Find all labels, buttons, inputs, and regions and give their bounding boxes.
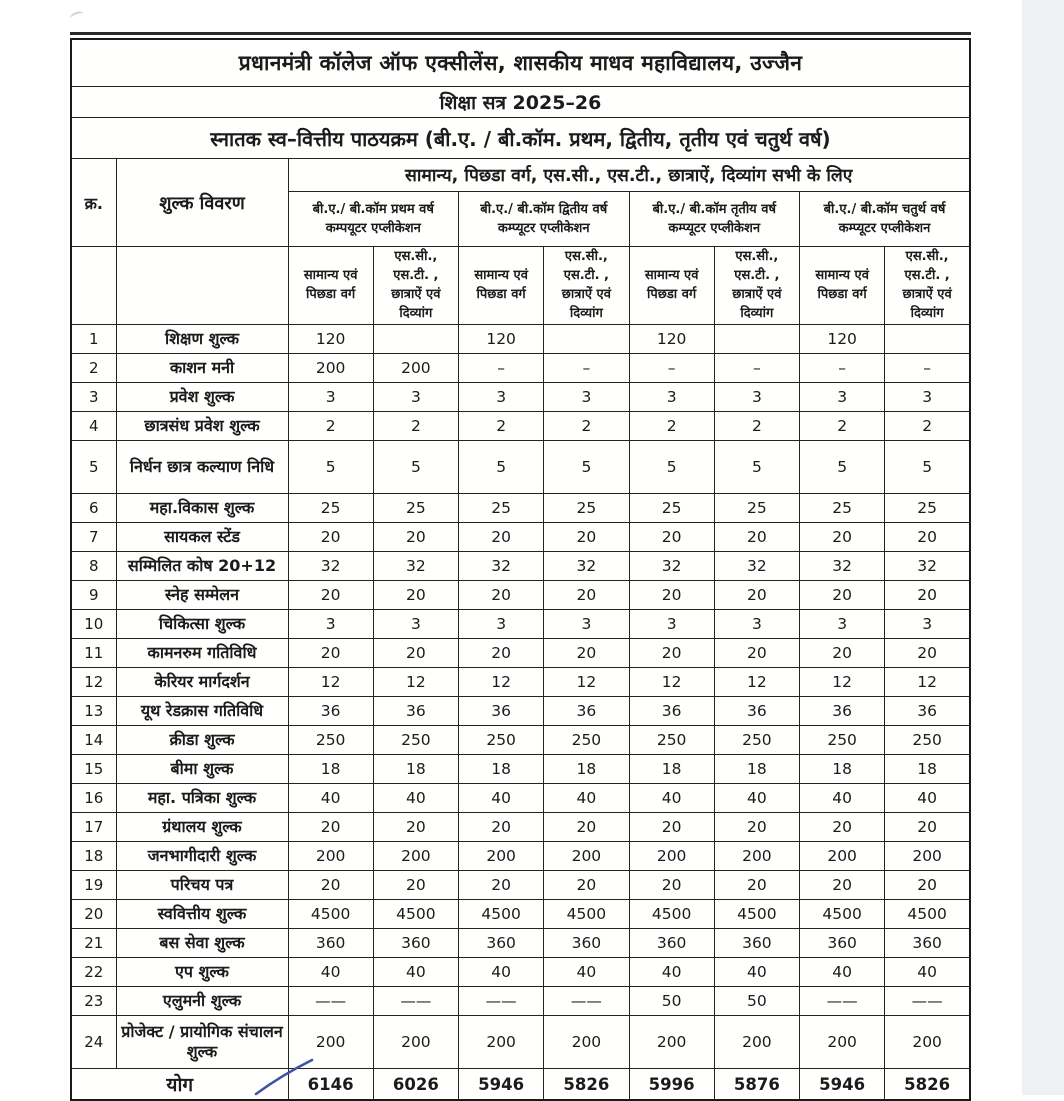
fee-value: 20 <box>288 871 373 900</box>
fee-value: 2 <box>544 412 629 441</box>
fee-label: प्रोजेक्ट / प्रायोगिक संचालन शुल्क <box>116 1016 288 1069</box>
fee-value: 40 <box>459 958 544 987</box>
fee-row-4 <box>71 412 970 441</box>
fee-value: 40 <box>288 958 373 987</box>
fee-value: 32 <box>885 552 970 581</box>
fee-value: 40 <box>714 958 799 987</box>
fee-value: 20 <box>885 523 970 552</box>
fee-value: 200 <box>800 842 885 871</box>
fee-row-23 <box>71 987 970 1016</box>
fee-value: 2 <box>629 412 714 441</box>
fee-value: 200 <box>885 1016 970 1069</box>
fee-value: 18 <box>373 755 458 784</box>
fee-value: 250 <box>629 726 714 755</box>
fee-value: 5 <box>544 441 629 494</box>
fee-value: 2 <box>885 412 970 441</box>
fee-value: 20 <box>629 523 714 552</box>
fee-value: 20 <box>459 813 544 842</box>
scan-smudge <box>69 10 85 22</box>
fee-value: 200 <box>800 1016 885 1069</box>
fee-value: 20 <box>288 523 373 552</box>
fee-value: 20 <box>459 581 544 610</box>
fee-value: 3 <box>629 383 714 412</box>
fee-value: 4500 <box>288 900 373 929</box>
fee-value: 36 <box>885 697 970 726</box>
fee-value: 2 <box>288 412 373 441</box>
row-serial: 1 <box>71 325 116 354</box>
fee-value: 18 <box>544 755 629 784</box>
fee-value: 200 <box>459 842 544 871</box>
fee-value: 25 <box>885 494 970 523</box>
fee-label: क्रीडा शुल्क <box>116 726 288 755</box>
fee-row-9 <box>71 581 970 610</box>
fee-label: कामनरुम गतिविधि <box>116 639 288 668</box>
fee-value: 250 <box>373 726 458 755</box>
fee-value: —— <box>544 987 629 1016</box>
fee-value: 200 <box>714 842 799 871</box>
fee-value: 20 <box>373 581 458 610</box>
fee-value: —— <box>885 987 970 1016</box>
fee-label: चिकित्सा शुल्क <box>116 610 288 639</box>
total-value: 5876 <box>714 1069 799 1101</box>
fee-label: काशन मनी <box>116 354 288 383</box>
course-title: स्नातक स्व–वित्तीय पाठयक्रम (बी.ए. / बी.कॉम. प्रथम, द्वितीय, तृतीय एवं चतुर्थ वर्ष) <box>71 118 970 159</box>
subheader-scst-2: एस.सी., एस.टी. , छात्राऐं एवं दिव्यांग <box>544 247 629 325</box>
fee-value: 3 <box>544 610 629 639</box>
fee-value: 36 <box>714 697 799 726</box>
fee-value: 360 <box>714 929 799 958</box>
header-group-fourth-year: बी.ए./ बी.कॉम चतुर्थ वर्ष कम्प्यूटर एप्लीकेशन <box>800 192 971 247</box>
fee-value: 12 <box>714 668 799 697</box>
subheader-general-4: सामान्य एवं पिछडा वर्ग <box>800 247 885 325</box>
total-label: योग <box>71 1069 288 1101</box>
fee-value: 4500 <box>629 900 714 929</box>
fee-value: 250 <box>800 726 885 755</box>
fee-value: 18 <box>885 755 970 784</box>
fee-label: स्नेह सम्मेलन <box>116 581 288 610</box>
fee-row-10 <box>71 610 970 639</box>
fee-value: 20 <box>544 639 629 668</box>
fee-label: छात्रसंध प्रवेश शुल्क <box>116 412 288 441</box>
fee-value: 250 <box>459 726 544 755</box>
header-group-third-year: बी.ए./ बी.कॉम तृतीय वर्ष कम्प्यूटर एप्लीकेशन <box>629 192 800 247</box>
fee-row-14 <box>71 726 970 755</box>
fee-value: 36 <box>459 697 544 726</box>
fee-value: 25 <box>373 494 458 523</box>
fee-value <box>714 325 799 354</box>
total-value: 5826 <box>544 1069 629 1101</box>
fee-value: 20 <box>288 813 373 842</box>
fee-value: 20 <box>544 581 629 610</box>
fee-value: 120 <box>800 325 885 354</box>
fee-value: 4500 <box>459 900 544 929</box>
fee-value: 200 <box>885 842 970 871</box>
fee-value: 32 <box>288 552 373 581</box>
fee-value: 120 <box>288 325 373 354</box>
row-serial: 19 <box>71 871 116 900</box>
fee-value: 20 <box>714 871 799 900</box>
fee-value: – <box>629 354 714 383</box>
fee-value: 360 <box>544 929 629 958</box>
fee-value: 12 <box>373 668 458 697</box>
fee-value: 5 <box>800 441 885 494</box>
fee-value: 5 <box>288 441 373 494</box>
fee-value: —— <box>373 987 458 1016</box>
fee-value: 200 <box>288 1016 373 1069</box>
subheader-general-1: सामान्य एवं पिछडा वर्ग <box>288 247 373 325</box>
fee-value: 20 <box>800 581 885 610</box>
fee-value: 20 <box>288 639 373 668</box>
fee-value: 4500 <box>544 900 629 929</box>
row-serial: 10 <box>71 610 116 639</box>
row-serial: 13 <box>71 697 116 726</box>
row-serial: 21 <box>71 929 116 958</box>
fee-value: 3 <box>373 383 458 412</box>
fee-value: 4500 <box>800 900 885 929</box>
header-fee-details: शुल्क विवरण <box>116 159 288 247</box>
fee-value: 3 <box>288 610 373 639</box>
fee-value: 20 <box>800 523 885 552</box>
fee-row-13 <box>71 697 970 726</box>
fee-value: 12 <box>885 668 970 697</box>
fee-value: 32 <box>373 552 458 581</box>
fee-value: – <box>459 354 544 383</box>
fee-value: 20 <box>288 581 373 610</box>
fee-value: 4500 <box>885 900 970 929</box>
fee-value: 3 <box>714 610 799 639</box>
row-serial: 14 <box>71 726 116 755</box>
fee-value: 18 <box>288 755 373 784</box>
fee-value: 3 <box>544 383 629 412</box>
fee-value: 3 <box>800 383 885 412</box>
fee-label: बस सेवा शुल्क <box>116 929 288 958</box>
fee-value: 25 <box>544 494 629 523</box>
row-serial: 23 <box>71 987 116 1016</box>
row-serial: 18 <box>71 842 116 871</box>
fee-value: 36 <box>544 697 629 726</box>
fee-value: 25 <box>629 494 714 523</box>
fee-value: 40 <box>544 958 629 987</box>
fee-value: 20 <box>800 813 885 842</box>
session-title: शिक्षा सत्र 2025–26 <box>71 87 970 118</box>
fee-value: 12 <box>629 668 714 697</box>
fee-value: 250 <box>885 726 970 755</box>
row-serial: 8 <box>71 552 116 581</box>
fee-value: – <box>714 354 799 383</box>
fee-value: 250 <box>544 726 629 755</box>
fee-label: महा.विकास शुल्क <box>116 494 288 523</box>
row-serial: 11 <box>71 639 116 668</box>
fee-label: एलुमनी शुल्क <box>116 987 288 1016</box>
row-serial: 17 <box>71 813 116 842</box>
fee-value: 5 <box>714 441 799 494</box>
row-serial: 3 <box>71 383 116 412</box>
fee-structure-table <box>70 38 971 1101</box>
fee-value: 25 <box>714 494 799 523</box>
fee-value: —— <box>288 987 373 1016</box>
fee-label: प्रवेश शुल्क <box>116 383 288 412</box>
fee-value: – <box>800 354 885 383</box>
fee-value: 18 <box>800 755 885 784</box>
subheader-general-3: सामान्य एवं पिछडा वर्ग <box>629 247 714 325</box>
fee-value: 200 <box>288 842 373 871</box>
fee-value: 5 <box>459 441 544 494</box>
photo-background-edge <box>1022 0 1064 1095</box>
total-value: 5826 <box>885 1069 970 1101</box>
row-serial: 4 <box>71 412 116 441</box>
fee-value: – <box>544 354 629 383</box>
total-value: 5946 <box>459 1069 544 1101</box>
fee-value: 3 <box>459 610 544 639</box>
fee-value: 20 <box>544 871 629 900</box>
fee-value: 360 <box>885 929 970 958</box>
fee-value: 18 <box>629 755 714 784</box>
fee-value: 3 <box>800 610 885 639</box>
fee-value: 20 <box>800 639 885 668</box>
fee-value: —— <box>800 987 885 1016</box>
fee-row-18 <box>71 842 970 871</box>
fee-label: सम्मिलित कोष 20+12 <box>116 552 288 581</box>
fee-value: 360 <box>373 929 458 958</box>
total-value: 6026 <box>373 1069 458 1101</box>
fee-value: 18 <box>459 755 544 784</box>
fee-label: स्ववित्तीय शुल्क <box>116 900 288 929</box>
fee-value: 40 <box>373 958 458 987</box>
fee-value: 12 <box>800 668 885 697</box>
fee-row-7 <box>71 523 970 552</box>
row-serial: 5 <box>71 441 116 494</box>
fee-value: 200 <box>373 1016 458 1069</box>
fee-value: 360 <box>288 929 373 958</box>
fee-value: 360 <box>459 929 544 958</box>
fee-value: 25 <box>288 494 373 523</box>
fee-value: 2 <box>373 412 458 441</box>
fee-value: 12 <box>459 668 544 697</box>
row-serial: 20 <box>71 900 116 929</box>
fee-value: 40 <box>459 784 544 813</box>
fee-value: 40 <box>800 958 885 987</box>
fee-value: 36 <box>629 697 714 726</box>
fee-value: 40 <box>800 784 885 813</box>
fee-row-17 <box>71 813 970 842</box>
fee-value: 200 <box>544 842 629 871</box>
fee-value: —— <box>459 987 544 1016</box>
subheader-scst-4: एस.सी., एस.टी. , छात्राऐं एवं दिव्यांग <box>885 247 970 325</box>
fee-value: 20 <box>629 581 714 610</box>
fee-value: 20 <box>714 523 799 552</box>
fee-value: 200 <box>373 354 458 383</box>
fee-value: 36 <box>288 697 373 726</box>
fee-value: 20 <box>800 871 885 900</box>
row-serial: 16 <box>71 784 116 813</box>
fee-label: निर्धन छात्र कल्याण निधि <box>116 441 288 494</box>
fee-value: 25 <box>459 494 544 523</box>
fee-value: 36 <box>800 697 885 726</box>
fee-row-12 <box>71 668 970 697</box>
fee-value: 20 <box>373 871 458 900</box>
row-serial: 6 <box>71 494 116 523</box>
fee-value: 200 <box>714 1016 799 1069</box>
fee-label: महा. पत्रिका शुल्क <box>116 784 288 813</box>
fee-value: 32 <box>800 552 885 581</box>
fee-value: 20 <box>373 639 458 668</box>
fee-value: 20 <box>714 581 799 610</box>
table-top-double-rule <box>70 32 971 35</box>
header-serial: क्र. <box>71 159 116 247</box>
fee-value: 20 <box>629 639 714 668</box>
fee-value: 3 <box>885 383 970 412</box>
subheader-scst-1: एस.सी., एस.टी. , छात्राऐं एवं दिव्यांग <box>373 247 458 325</box>
fee-value: 20 <box>885 581 970 610</box>
row-serial: 15 <box>71 755 116 784</box>
fee-value: 200 <box>459 1016 544 1069</box>
fee-label: यूथ रेडक्रास गतिविधि <box>116 697 288 726</box>
fee-value: 3 <box>288 383 373 412</box>
fee-value: 120 <box>459 325 544 354</box>
row-serial: 22 <box>71 958 116 987</box>
fee-row-6 <box>71 494 970 523</box>
fee-value: 20 <box>373 813 458 842</box>
fee-value: 250 <box>714 726 799 755</box>
fee-value <box>373 325 458 354</box>
fee-value: 50 <box>629 987 714 1016</box>
row-serial: 7 <box>71 523 116 552</box>
fee-value: 200 <box>373 842 458 871</box>
header-all-categories: सामान्य, पिछडा वर्ग, एस.सी., एस.टी., छात्राऐं, दिव्यांग सभी के लिए <box>288 159 970 192</box>
fee-value: 50 <box>714 987 799 1016</box>
fee-value: 200 <box>544 1016 629 1069</box>
fee-value: 40 <box>629 784 714 813</box>
fee-value: 200 <box>629 1016 714 1069</box>
fee-label: जनभागीदारी शुल्क <box>116 842 288 871</box>
fee-value: 5 <box>629 441 714 494</box>
fee-value: 40 <box>885 784 970 813</box>
fee-row-22 <box>71 958 970 987</box>
fee-row-1 <box>71 325 970 354</box>
fee-value: 20 <box>629 813 714 842</box>
fee-value <box>544 325 629 354</box>
header-group-second-year: बी.ए./ बी.कॉम द्वितीय वर्ष कम्प्यूटर एप्लीकेशन <box>459 192 630 247</box>
fee-row-3 <box>71 383 970 412</box>
total-value: 5996 <box>629 1069 714 1101</box>
fee-value: 4500 <box>714 900 799 929</box>
total-value: 5946 <box>800 1069 885 1101</box>
fee-value: 20 <box>714 639 799 668</box>
fee-value: 20 <box>885 639 970 668</box>
fee-value: 250 <box>288 726 373 755</box>
fee-row-11 <box>71 639 970 668</box>
fee-label: केरियर मार्गदर्शन <box>116 668 288 697</box>
fee-row-21 <box>71 929 970 958</box>
fee-value: 200 <box>629 842 714 871</box>
fee-label: परिचय पत्र <box>116 871 288 900</box>
fee-value: 20 <box>459 871 544 900</box>
fee-value: 40 <box>544 784 629 813</box>
fee-label: बीमा शुल्क <box>116 755 288 784</box>
fee-row-16 <box>71 784 970 813</box>
fee-value: 20 <box>544 813 629 842</box>
fee-value: 20 <box>885 813 970 842</box>
header-empty-serial <box>71 247 116 325</box>
fee-value: 3 <box>629 610 714 639</box>
fee-value: 40 <box>288 784 373 813</box>
row-serial: 12 <box>71 668 116 697</box>
fee-value: – <box>885 354 970 383</box>
fee-value: 36 <box>373 697 458 726</box>
fee-value: 32 <box>714 552 799 581</box>
subheader-general-2: सामान्य एवं पिछडा वर्ग <box>459 247 544 325</box>
fee-value: 20 <box>459 639 544 668</box>
total-value: 6146 <box>288 1069 373 1101</box>
fee-value: 360 <box>629 929 714 958</box>
fee-value: 32 <box>544 552 629 581</box>
fee-label: ग्रंथालय शुल्क <box>116 813 288 842</box>
fee-value: 200 <box>288 354 373 383</box>
fee-value: 18 <box>714 755 799 784</box>
fee-row-20 <box>71 900 970 929</box>
fee-label: सायकल स्टेंड <box>116 523 288 552</box>
fee-value: 2 <box>459 412 544 441</box>
fee-value: 20 <box>373 523 458 552</box>
fee-value: 12 <box>288 668 373 697</box>
fee-value: 5 <box>885 441 970 494</box>
fee-value: 3 <box>714 383 799 412</box>
fee-rows-body <box>71 325 970 1069</box>
fee-value: 40 <box>373 784 458 813</box>
fee-value: 3 <box>373 610 458 639</box>
row-serial: 24 <box>71 1016 116 1069</box>
total-row <box>71 1069 970 1101</box>
fee-value: 2 <box>800 412 885 441</box>
fee-value: 25 <box>800 494 885 523</box>
fee-value <box>885 325 970 354</box>
fee-value: 32 <box>629 552 714 581</box>
fee-value: 120 <box>629 325 714 354</box>
fee-value: 360 <box>800 929 885 958</box>
fee-label: एप शुल्क <box>116 958 288 987</box>
fee-label: शिक्षण शुल्क <box>116 325 288 354</box>
college-title: प्रधानमंत्री कॉलेज ऑफ एक्सीलेंस, शासकीय माधव महाविद्यालय, उज्जैन <box>71 39 970 87</box>
fee-value: 20 <box>459 523 544 552</box>
fee-value: 3 <box>885 610 970 639</box>
fee-row-15 <box>71 755 970 784</box>
fee-value: 3 <box>459 383 544 412</box>
fee-value: 40 <box>629 958 714 987</box>
fee-row-24 <box>71 1016 970 1069</box>
header-group-first-year: बी.ए./ बी.कॉम प्रथम वर्ष कम्पयूटर एप्लीकेशन <box>288 192 459 247</box>
fee-value: 12 <box>544 668 629 697</box>
fee-value: 20 <box>714 813 799 842</box>
row-serial: 2 <box>71 354 116 383</box>
subheader-scst-3: एस.सी., एस.टी. , छात्राऐं एवं दिव्यांग <box>714 247 799 325</box>
fee-value: 20 <box>629 871 714 900</box>
fee-value: 20 <box>544 523 629 552</box>
fee-value: 20 <box>885 871 970 900</box>
fee-value: 2 <box>714 412 799 441</box>
fee-value: 40 <box>885 958 970 987</box>
fee-row-19 <box>71 871 970 900</box>
fee-row-2 <box>71 354 970 383</box>
fee-value: 40 <box>714 784 799 813</box>
fee-value: 5 <box>373 441 458 494</box>
header-empty-fee <box>116 247 288 325</box>
fee-value: 32 <box>459 552 544 581</box>
fee-row-8 <box>71 552 970 581</box>
fee-row-5 <box>71 441 970 494</box>
fee-value: 4500 <box>373 900 458 929</box>
row-serial: 9 <box>71 581 116 610</box>
